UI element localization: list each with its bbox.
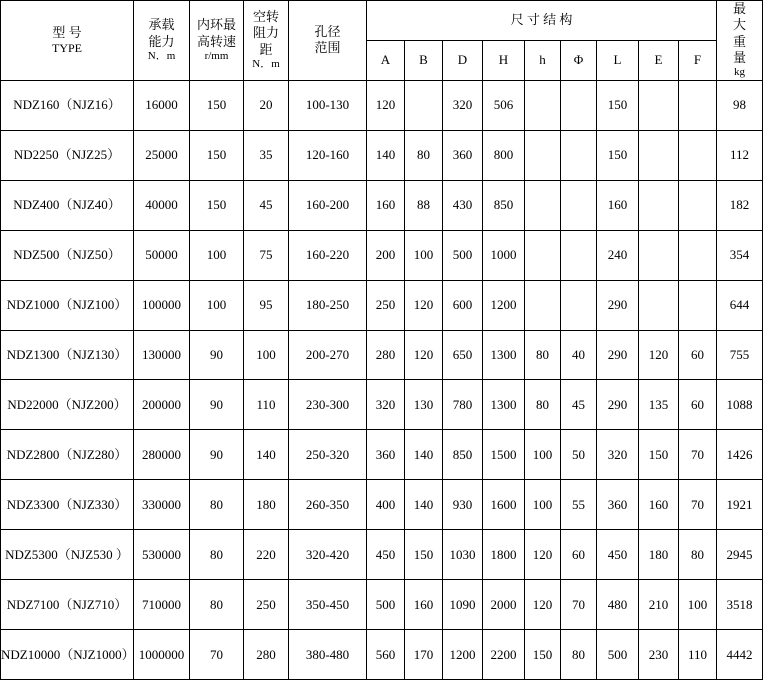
- cell-dim-phi: 55: [561, 480, 597, 530]
- cell-dim-b: 160: [405, 580, 443, 630]
- cell-dim-b: 140: [405, 430, 443, 480]
- cell-bore-range: 160-220: [289, 230, 367, 280]
- header-dimensions-group: 尺 寸 结 构: [367, 1, 717, 41]
- cell-bore-range: 320-420: [289, 530, 367, 580]
- cell-speed: 150: [190, 80, 244, 130]
- cell-weight: 1426: [717, 430, 763, 480]
- cell-dim-d: 320: [443, 80, 483, 130]
- cell-dim-b: 100: [405, 230, 443, 280]
- cell-dim-b: [405, 80, 443, 130]
- cell-dim-h-upper: 1300: [483, 330, 525, 380]
- cell-bore-range: 350-450: [289, 580, 367, 630]
- cell-dim-phi: [561, 180, 597, 230]
- cell-dim-a: 200: [367, 230, 405, 280]
- cell-idle-torque: 45: [244, 180, 289, 230]
- table-row: [1, 530, 763, 580]
- cell-bore-range: 260-350: [289, 480, 367, 530]
- cell-dim-l: 290: [597, 380, 639, 430]
- cell-model: NDZ160（NJZ16）: [1, 80, 134, 130]
- cell-dim-d: 600: [443, 280, 483, 330]
- cell-weight: 1088: [717, 380, 763, 430]
- cell-dim-f: [679, 130, 717, 180]
- cell-dim-f: [679, 80, 717, 130]
- cell-dim-h-lower: 120: [525, 580, 561, 630]
- cell-speed: 100: [190, 230, 244, 280]
- cell-dim-f: [679, 180, 717, 230]
- cell-dim-phi: 70: [561, 580, 597, 630]
- header-dim-e: E: [639, 40, 679, 80]
- cell-dim-a: 140: [367, 130, 405, 180]
- cell-dim-b: 140: [405, 480, 443, 530]
- header-dim-f: F: [679, 40, 717, 80]
- cell-bore-range: 180-250: [289, 280, 367, 330]
- cell-bore-range: 160-200: [289, 180, 367, 230]
- cell-weight: 1921: [717, 480, 763, 530]
- cell-model: NDZ1000（NJZ100）: [1, 280, 134, 330]
- cell-bore-range: 380-480: [289, 630, 367, 680]
- cell-dim-d: 500: [443, 230, 483, 280]
- cell-dim-l: 160: [597, 180, 639, 230]
- cell-dim-l: 480: [597, 580, 639, 630]
- header-speed: [190, 1, 244, 81]
- table-row: [1, 630, 763, 680]
- cell-speed: 150: [190, 180, 244, 230]
- cell-dim-d: 780: [443, 380, 483, 430]
- header-dim-d: D: [443, 40, 483, 80]
- cell-dim-h-lower: 150: [525, 630, 561, 680]
- cell-dim-phi: [561, 80, 597, 130]
- cell-capacity: 100000: [134, 280, 190, 330]
- cell-capacity: 16000: [134, 80, 190, 130]
- cell-weight: 755: [717, 330, 763, 380]
- table-row: [1, 130, 763, 180]
- cell-dim-d: 1030: [443, 530, 483, 580]
- header-weight-line1: 最: [733, 1, 747, 16]
- cell-dim-h-upper: 1600: [483, 480, 525, 530]
- cell-dim-phi: [561, 230, 597, 280]
- cell-dim-a: 560: [367, 630, 405, 680]
- cell-model: NDZ10000（NJZ1000）: [1, 630, 134, 680]
- cell-dim-h-lower: 100: [525, 480, 561, 530]
- header-bore-line1: 孔径: [314, 24, 341, 40]
- cell-bore-range: 250-320: [289, 430, 367, 480]
- cell-dim-l: 450: [597, 530, 639, 580]
- cell-dim-f: [679, 230, 717, 280]
- cell-capacity: 280000: [134, 430, 190, 480]
- cell-capacity: 530000: [134, 530, 190, 580]
- cell-dim-f: 70: [679, 480, 717, 530]
- cell-dim-phi: 40: [561, 330, 597, 380]
- header-idle-unit: N．m: [252, 57, 280, 70]
- cell-dim-phi: 45: [561, 380, 597, 430]
- cell-capacity: 25000: [134, 130, 190, 180]
- cell-dim-h-upper: 2200: [483, 630, 525, 680]
- cell-idle-torque: 180: [244, 480, 289, 530]
- cell-idle-torque: 35: [244, 130, 289, 180]
- header-idle-line3: 距: [259, 41, 273, 57]
- table-row: [1, 230, 763, 280]
- cell-dim-e: 210: [639, 580, 679, 630]
- cell-dim-f: 100: [679, 580, 717, 630]
- cell-speed: 80: [190, 480, 244, 530]
- cell-bore-range: 230-300: [289, 380, 367, 430]
- cell-dim-h-upper: 850: [483, 180, 525, 230]
- cell-bore-range: 200-270: [289, 330, 367, 380]
- header-weight-line4: 量: [733, 49, 747, 65]
- cell-dim-h-upper: 800: [483, 130, 525, 180]
- cell-dim-phi: [561, 130, 597, 180]
- cell-model: NDZ500（NJZ50）: [1, 230, 134, 280]
- cell-dim-d: 1200: [443, 630, 483, 680]
- cell-model: NDZ5300（NJZ530 ）: [1, 530, 134, 580]
- cell-idle-torque: 20: [244, 80, 289, 130]
- cell-dim-e: 120: [639, 330, 679, 380]
- cell-dim-e: [639, 80, 679, 130]
- cell-bore-range: 120-160: [289, 130, 367, 180]
- cell-dim-l: 150: [597, 80, 639, 130]
- header-weight-line2: 大: [733, 17, 747, 33]
- cell-capacity: 130000: [134, 330, 190, 380]
- cell-weight: 182: [717, 180, 763, 230]
- header-row-top: [1, 1, 763, 41]
- cell-dim-h-upper: 1200: [483, 280, 525, 330]
- cell-model: NDZ400（NJZ40）: [1, 180, 134, 230]
- cell-dim-a: 450: [367, 530, 405, 580]
- cell-idle-torque: 140: [244, 430, 289, 480]
- header-idle-line1: 空转: [252, 9, 279, 25]
- cell-dim-a: 360: [367, 430, 405, 480]
- header-capacity: [134, 1, 190, 81]
- cell-dim-e: 230: [639, 630, 679, 680]
- cell-weight: 4442: [717, 630, 763, 680]
- cell-dim-d: 360: [443, 130, 483, 180]
- cell-model: ND22000（NJZ200）: [1, 380, 134, 430]
- cell-capacity: 40000: [134, 180, 190, 230]
- cell-speed: 80: [190, 530, 244, 580]
- cell-capacity: 1000000: [134, 630, 190, 680]
- cell-dim-b: 120: [405, 330, 443, 380]
- cell-dim-d: 650: [443, 330, 483, 380]
- table-row: [1, 480, 763, 530]
- table-row: [1, 380, 763, 430]
- cell-dim-phi: 50: [561, 430, 597, 480]
- table-header: [1, 1, 763, 81]
- cell-dim-e: [639, 130, 679, 180]
- header-speed-unit: r/mm: [204, 49, 229, 62]
- cell-weight: 2945: [717, 530, 763, 580]
- header-model-cn: 型 号: [52, 24, 82, 40]
- cell-model: NDZ3300（NJZ330）: [1, 480, 134, 530]
- cell-speed: 90: [190, 330, 244, 380]
- header-speed-line2: 高转速: [196, 33, 236, 49]
- cell-dim-d: 850: [443, 430, 483, 480]
- cell-capacity: 710000: [134, 580, 190, 630]
- cell-speed: 90: [190, 430, 244, 480]
- cell-model: NDZ7100（NJZ710）: [1, 580, 134, 630]
- header-dim-l: L: [597, 40, 639, 80]
- cell-dim-a: 320: [367, 380, 405, 430]
- cell-dim-h-lower: 80: [525, 380, 561, 430]
- cell-weight: 112: [717, 130, 763, 180]
- cell-model: NDZ2800（NJZ280）: [1, 430, 134, 480]
- cell-dim-d: 930: [443, 480, 483, 530]
- cell-dim-l: 360: [597, 480, 639, 530]
- cell-dim-e: 160: [639, 480, 679, 530]
- cell-dim-f: [679, 280, 717, 330]
- cell-idle-torque: 280: [244, 630, 289, 680]
- cell-dim-h-upper: 506: [483, 80, 525, 130]
- header-capacity-unit: N．m: [147, 49, 176, 62]
- cell-dim-l: 150: [597, 130, 639, 180]
- cell-dim-b: 80: [405, 130, 443, 180]
- cell-speed: 70: [190, 630, 244, 680]
- header-dim-h-lower: h: [525, 40, 561, 80]
- cell-dim-h-lower: [525, 180, 561, 230]
- cell-dim-e: [639, 180, 679, 230]
- cell-dim-a: 160: [367, 180, 405, 230]
- cell-weight: 3518: [717, 580, 763, 630]
- cell-dim-l: 500: [597, 630, 639, 680]
- header-dim-h-upper: H: [483, 40, 525, 80]
- cell-dim-l: 320: [597, 430, 639, 480]
- header-model-en: TYPE: [52, 41, 82, 55]
- cell-capacity: 200000: [134, 380, 190, 430]
- header-dim-a: A: [367, 40, 405, 80]
- cell-dim-b: 120: [405, 280, 443, 330]
- header-dim-b: B: [405, 40, 443, 80]
- table-row: [1, 430, 763, 480]
- table-row: [1, 580, 763, 630]
- cell-dim-f: 80: [679, 530, 717, 580]
- cell-dim-e: 180: [639, 530, 679, 580]
- cell-dim-phi: 60: [561, 530, 597, 580]
- header-capacity-line2: 能力: [148, 33, 175, 49]
- header-model: [1, 1, 134, 81]
- cell-dim-h-lower: [525, 230, 561, 280]
- cell-dim-h-lower: [525, 280, 561, 330]
- cell-idle-torque: 95: [244, 280, 289, 330]
- cell-dim-h-lower: 100: [525, 430, 561, 480]
- table-row: [1, 180, 763, 230]
- cell-dim-b: 130: [405, 380, 443, 430]
- cell-dim-h-upper: 1300: [483, 380, 525, 430]
- cell-dim-f: 60: [679, 380, 717, 430]
- cell-dim-a: 400: [367, 480, 405, 530]
- cell-capacity: 50000: [134, 230, 190, 280]
- cell-dim-f: 70: [679, 430, 717, 480]
- cell-dim-phi: [561, 280, 597, 330]
- cell-model: NDZ1300（NJZ130）: [1, 330, 134, 380]
- cell-dim-h-upper: 1500: [483, 430, 525, 480]
- cell-dim-b: 88: [405, 180, 443, 230]
- cell-speed: 100: [190, 280, 244, 330]
- header-weight-line3: 重: [733, 33, 747, 49]
- header-max-weight: [717, 1, 763, 81]
- cell-dim-e: [639, 280, 679, 330]
- cell-capacity: 330000: [134, 480, 190, 530]
- cell-model: ND2250（NJZ25）: [1, 130, 134, 180]
- cell-dim-l: 240: [597, 230, 639, 280]
- header-bore-line2: 范围: [314, 40, 341, 56]
- header-dim-phi: Φ: [561, 40, 597, 80]
- cell-dim-l: 290: [597, 280, 639, 330]
- cell-dim-b: 170: [405, 630, 443, 680]
- cell-weight: 354: [717, 230, 763, 280]
- cell-speed: 150: [190, 130, 244, 180]
- cell-idle-torque: 100: [244, 330, 289, 380]
- cell-dim-e: 150: [639, 430, 679, 480]
- cell-dim-h-upper: 1000: [483, 230, 525, 280]
- table-body: [1, 80, 763, 680]
- cell-dim-h-upper: 1800: [483, 530, 525, 580]
- table-row: [1, 280, 763, 330]
- cell-dim-a: 280: [367, 330, 405, 380]
- cell-idle-torque: 220: [244, 530, 289, 580]
- cell-dim-e: [639, 230, 679, 280]
- cell-dim-d: 430: [443, 180, 483, 230]
- table-row: [1, 330, 763, 380]
- cell-dim-h-lower: [525, 80, 561, 130]
- cell-dim-b: 150: [405, 530, 443, 580]
- header-idle-line2: 阻力: [252, 25, 279, 41]
- cell-idle-torque: 75: [244, 230, 289, 280]
- header-speed-line1: 内环最: [196, 17, 236, 33]
- cell-dim-h-upper: 2000: [483, 580, 525, 630]
- cell-dim-a: 120: [367, 80, 405, 130]
- table-row: [1, 80, 763, 130]
- cell-dim-h-lower: 120: [525, 530, 561, 580]
- cell-dim-l: 290: [597, 330, 639, 380]
- cell-dim-e: 135: [639, 380, 679, 430]
- cell-idle-torque: 110: [244, 380, 289, 430]
- cell-bore-range: 100-130: [289, 80, 367, 130]
- cell-dim-phi: 80: [561, 630, 597, 680]
- cell-dim-d: 1090: [443, 580, 483, 630]
- cell-idle-torque: 250: [244, 580, 289, 630]
- header-bore-range: [289, 1, 367, 81]
- cell-dim-a: 250: [367, 280, 405, 330]
- cell-dim-h-lower: 80: [525, 330, 561, 380]
- header-idle-torque: [244, 1, 289, 81]
- cell-speed: 80: [190, 580, 244, 630]
- cell-weight: 644: [717, 280, 763, 330]
- cell-dim-h-lower: [525, 130, 561, 180]
- cell-dim-f: 60: [679, 330, 717, 380]
- cell-dim-f: 110: [679, 630, 717, 680]
- header-capacity-line1: 承载: [148, 17, 175, 33]
- cell-dim-a: 500: [367, 580, 405, 630]
- header-weight-unit: kg: [734, 66, 746, 78]
- cell-weight: 98: [717, 80, 763, 130]
- cell-speed: 90: [190, 380, 244, 430]
